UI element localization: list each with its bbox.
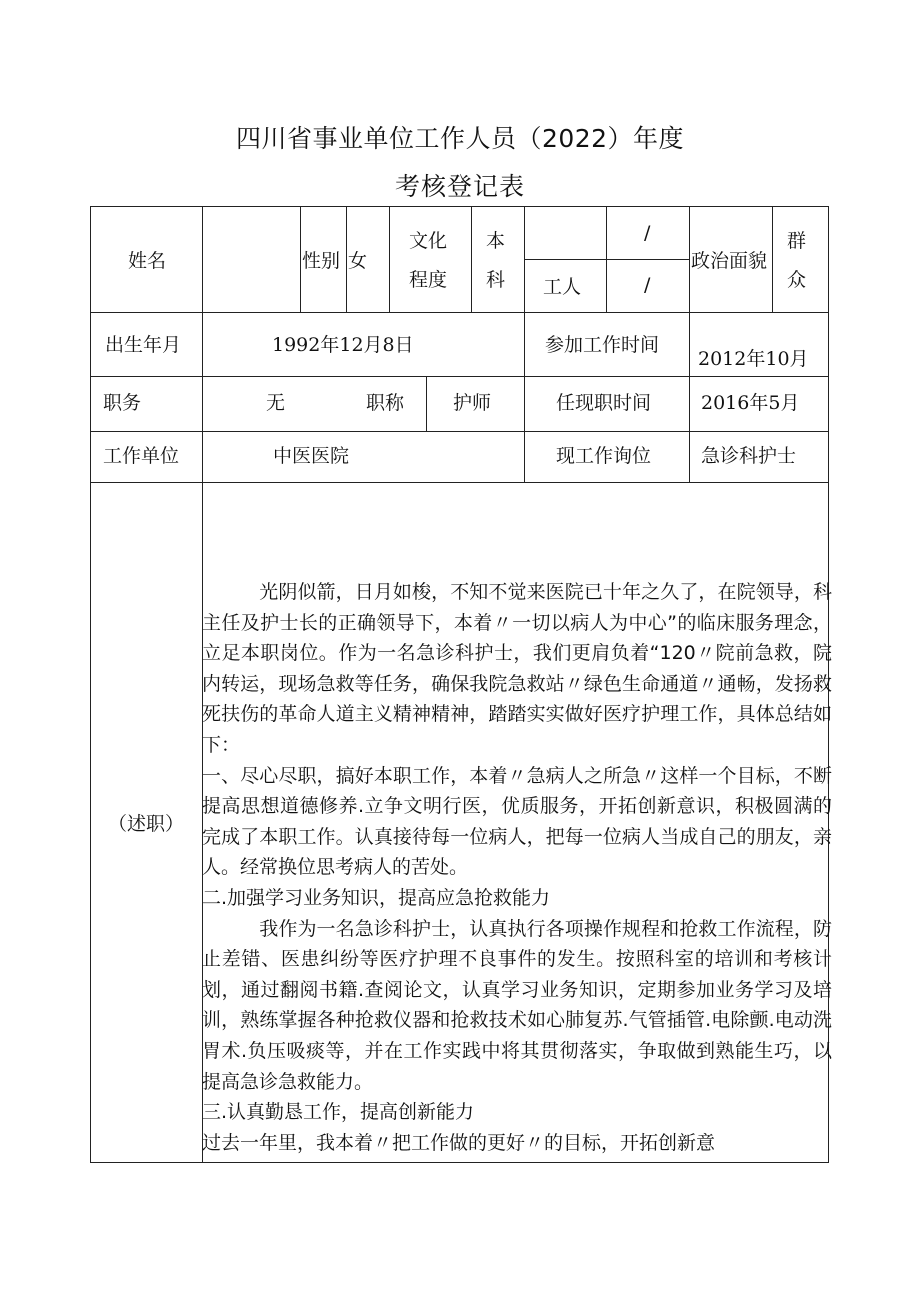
unit-label: 工作单位	[103, 445, 180, 467]
column-divider	[772, 206, 773, 312]
birth-value: 1992年12月8日	[272, 334, 414, 356]
political-label: 政治面貌	[691, 250, 768, 272]
professional-title-label: 职称	[366, 392, 405, 414]
education-label-line2: 程度	[409, 269, 448, 291]
current-post-value: 急诊科护士	[701, 445, 797, 467]
report-paragraph: 三.认真勤恳工作，提高创新能力	[202, 1101, 475, 1124]
report-paragraph: 过去一年里，我本着〃把工作做的更好〃的目标，开拓创新意	[202, 1131, 716, 1154]
gender-value: 女	[348, 250, 368, 272]
name-label: 姓名	[128, 250, 167, 272]
column-divider	[389, 206, 390, 312]
current-post-label: 现工作询位	[556, 445, 652, 467]
row-divider	[90, 431, 829, 432]
report-paragraph: 一、尽心尽职，搞好本职工作，本着〃急病人之所急〃这样一个目标，不断提高思想道德修养.立争文明行医，优质服务，开拓创新意识，积极圆满的完成了本职工作。认真接待每一位病人，把每一位病人当成自己的朋友，亲人。经常换位思考病人的苦处。	[202, 764, 832, 879]
work-start-label: 参加工作时间	[545, 334, 660, 356]
current-position-time-value: 2016年5月	[701, 392, 800, 414]
political-value-line1: 群	[787, 230, 807, 252]
unit-value: 中医医院	[273, 445, 350, 467]
column-divider	[524, 206, 525, 482]
page-title: 四川省事业单位工作人员（2022）年度	[235, 124, 685, 153]
job-type-value: 工人	[543, 276, 582, 298]
gender-label: 性别	[302, 250, 341, 272]
row-divider	[90, 312, 829, 313]
report-paragraph: 我作为一名急诊科护士，认真执行各项操作规程和抢救工作流程，防止差错、医患纠纷等医疗护理不良事件的发生。按照科室的培训和考核计划，通过翻阅书籍.查阅论文，认真学习业务知识，定期参加业务学习及培训，熟练掌握各种抢救仪器和抢救技术如心肺复苏.气管插管.电除颤.电动洗胃术.负压吸痰等，并在工作实践中将其贯彻落实，争取做到熟能生巧，以提高急诊急救能力。	[202, 917, 832, 1093]
report-paragraph: 二.加强学习业务知识，提高应急抢救能力	[202, 886, 551, 909]
top-right-slash: /	[644, 222, 651, 244]
column-divider	[346, 206, 347, 312]
bottom-right-slash: /	[644, 274, 651, 296]
column-divider	[689, 206, 690, 482]
position-label: 职务	[103, 392, 142, 414]
column-divider	[300, 206, 301, 312]
row-divider	[90, 376, 829, 377]
column-divider	[426, 376, 427, 431]
column-divider	[606, 206, 607, 312]
work-start-value: 2012年10月	[698, 348, 809, 370]
row-divider	[90, 482, 829, 483]
education-value-line1: 本	[486, 230, 506, 252]
page-subtitle: 考核登记表	[394, 172, 525, 201]
position-value: 无	[266, 392, 286, 414]
political-value-line2: 众	[787, 269, 807, 291]
report-label: （述职）	[108, 813, 185, 835]
current-position-time-label: 任现职时间	[556, 392, 652, 414]
professional-title-value: 护师	[453, 392, 492, 414]
birth-label: 出生年月	[105, 334, 182, 356]
education-label-line1: 文化	[409, 230, 448, 252]
report-paragraph: 光阴似箭，日月如梭，不知不觉来医院已十年之久了，在院领导，科主任及护士长的正确领导下，本着〃一切以病人为中心”的临床服务理念，立足本职岗位。作为一名急诊科护士，我们更肩负着“120〃院前急救，院内转运，现场急救等任务，确保我院急救站〃绿色生命通道〃通畅，发扬救死扶伤的革命人道主义精神精神，踏踏实实做好医疗护理工作，具体总结如下：	[202, 581, 832, 756]
report-body	[202, 577, 832, 1158]
column-divider	[471, 206, 472, 312]
education-value-line2: 科	[486, 269, 506, 291]
